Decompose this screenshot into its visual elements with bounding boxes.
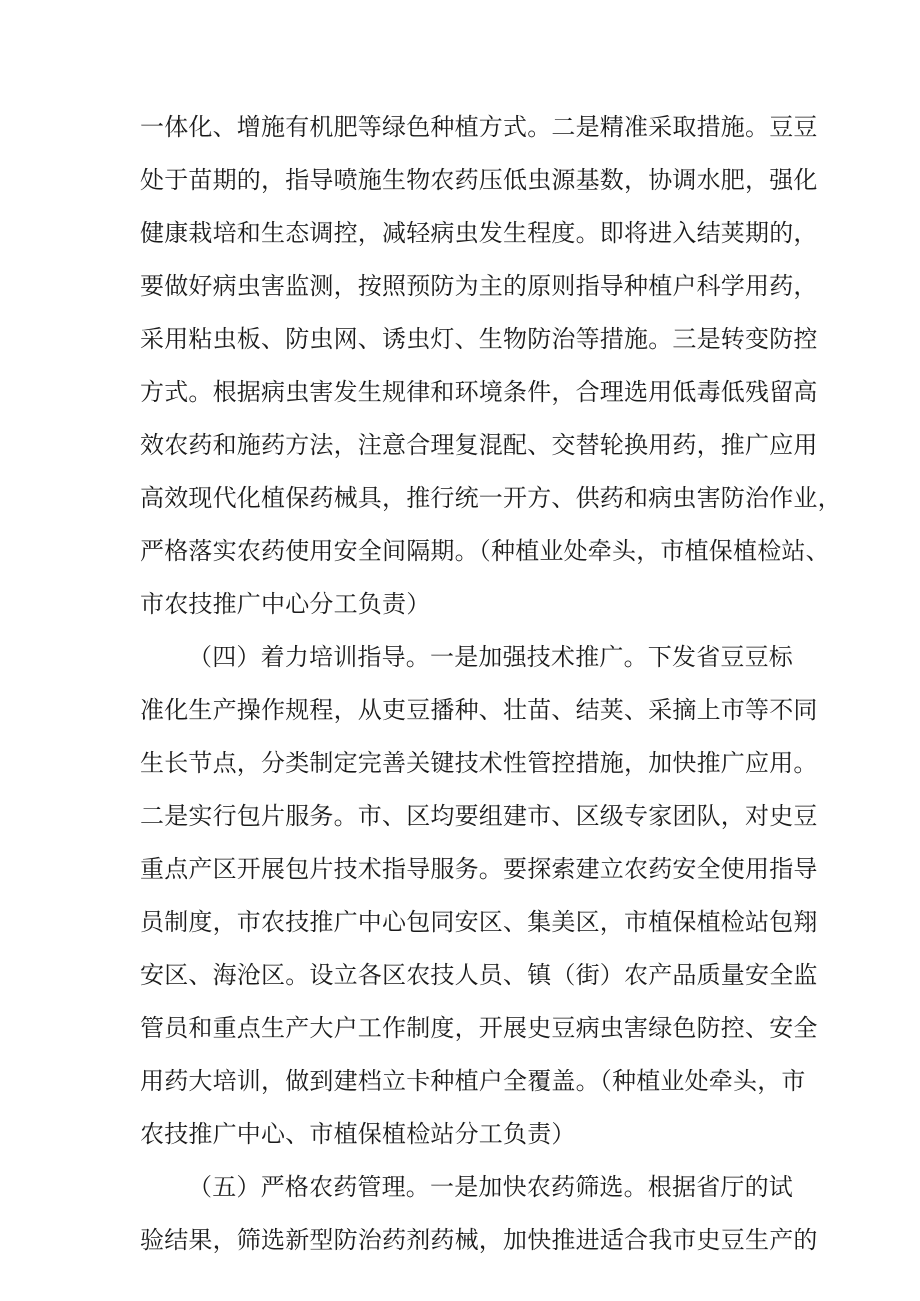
text-line: 准化生产操作规程，从吏豆播种、壮苗、结荚、采摘上市等不同 bbox=[140, 696, 818, 724]
text-line: 采用粘虫板、防虫网、诱虫灯、生物防治等措施。三是转变防控 bbox=[140, 325, 818, 353]
text-line: 处于苗期的，指导喷施生物农药压低虫源基数，协调水肥，强化 bbox=[140, 166, 818, 194]
text-line: 方式。根据病虫害发生规律和环境条件，合理选用低毒低残留高 bbox=[140, 378, 818, 406]
text-line: 用药大培训，做到建档立卡种植户全覆盖。（种植业处牵头，市 bbox=[140, 1067, 806, 1095]
text-line: 健康栽培和生态调控，减轻病虫发生程度。即将进入结荚期的， bbox=[140, 219, 818, 247]
text-line: 农技推广中心、市植保植检站分工负责） bbox=[140, 1120, 576, 1148]
text-line: 生长节点，分类制定完善关键技术性管控措施，加快推广应用。 bbox=[140, 749, 818, 777]
text-line: 验结果，筛选新型防治药剂药械，加快推进适合我市史豆生产的 bbox=[140, 1226, 818, 1254]
text-line: 市农技推广中心分工负责） bbox=[140, 590, 431, 618]
text-line: 高效现代化植保药械具，推行统一开方、供药和病虫害防治作业， bbox=[140, 484, 842, 512]
text-line: 一体化、增施有机肥等绿色种植方式。二是精准采取措施。豆豆 bbox=[140, 113, 818, 141]
section-heading-line: （四）着力培训指导。一是加强技术推广。下发省豆豆标 bbox=[188, 643, 793, 671]
text-line: 重点产区开展包片技术指导服务。要探索建立农药安全使用指导 bbox=[140, 855, 818, 883]
text-line: 效农药和施药方法，注意合理复混配、交替轮换用药，推广应用 bbox=[140, 431, 818, 459]
text-line: 安区、海沧区。设立各区农技人员、镇（街）农产品质量安全监 bbox=[140, 961, 818, 989]
text-line: 员制度，市农技推广中心包同安区、集美区，市植保植检站包翔 bbox=[140, 908, 818, 936]
text-line: 二是实行包片服务。市、区均要组建市、区级专家团队，对史豆 bbox=[140, 802, 818, 830]
text-line: 管员和重点生产大户工作制度，开展史豆病虫害绿色防控、安全 bbox=[140, 1014, 818, 1042]
text-line: 要做好病虫害监测，按照预防为主的原则指导种植户科学用药， bbox=[140, 272, 818, 300]
text-line: 严格落实农药使用安全间隔期。（种植业处牵头，市植保植检站、 bbox=[140, 537, 830, 565]
section-heading-line: （五）严格农药管理。一是加快农药筛选。根据省厅的试 bbox=[188, 1173, 793, 1201]
document-body bbox=[140, 101, 842, 1267]
